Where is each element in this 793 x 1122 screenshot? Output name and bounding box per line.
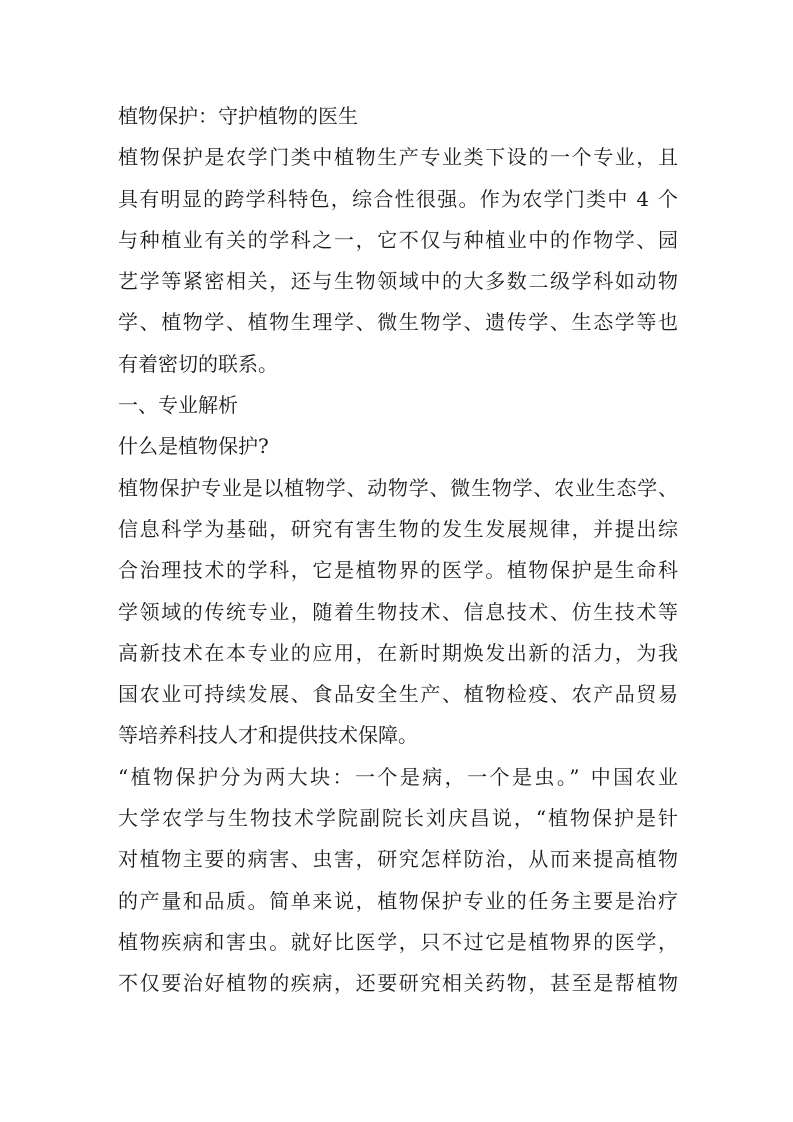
text-line-content: 信息科学为基础，研究有害生物的发生发展规律，并提出综 [118,516,680,541]
text-line [118,963,678,1004]
text-line [118,922,678,963]
text-line-content: 对植物主要的病害、虫害，研究怎样防治，从而来提高植物 [118,847,680,872]
text-line [118,179,678,220]
text-line-content: 植物保护专业是以植物学、动物学、微生物学、农业生态学、 [118,475,679,500]
text-line [118,881,678,922]
text-line-content: 一、专业解析 [118,393,238,418]
text-line-content: 大学农学与生物技术学院副院长刘庆昌说，“植物保护是针 [118,806,680,831]
text-line [118,757,681,798]
text-line [118,302,678,343]
text-line-content: 学、植物学、植物生理学、微生物学、遗传学、生态学等也 [118,310,680,335]
text-line [118,798,678,839]
text-line-content: 植物疾病和害虫。就好比医学，只不过它是植物界的医学， [118,929,680,954]
text-line [118,426,678,467]
text-line [118,468,678,509]
document-title-line [118,96,678,137]
text-line [118,715,678,756]
text-line [118,261,678,302]
document-page [118,96,681,1005]
text-line-content: 合治理技术的学科，它是植物界的医学。植物保护是生命科 [118,558,680,583]
text-line-content: 高新技术在本专业的应用，在新时期焕发出新的活力，为我 [118,640,680,665]
text-line [118,344,678,385]
document-title: 植物保护：守护植物的医生 [118,104,358,128]
text-line-content: 什么是植物保护? [118,434,269,459]
text-line-content: 有着密切的联系。 [118,351,278,376]
text-line [118,674,678,715]
text-line-content: 国农业可持续发展、食品安全生产、植物检疫、农产品贸易 [118,682,680,707]
text-line-content: 的产量和品质。简单来说，植物保护专业的任务主要是治疗 [118,888,680,913]
text-line [118,839,678,880]
text-line [118,550,678,591]
text-line-content: “植物保护分为两大块：一个是病，一个是虫。” 中国农业 [118,764,681,789]
text-line-content: 具有明显的跨学科特色，综合性很强。作为农学门类中 4 个 [118,186,680,211]
text-line-content: 学领域的传统专业，随着生物技术、信息技术、仿生技术等 [118,599,680,624]
text-line-content: 等培养科技人才和提供技术保障。 [118,723,418,748]
text-line-content: 艺学等紧密相关，还与生物领域中的大多数二级学科如动物 [118,269,680,294]
text-line-content: 与种植业有关的学科之一，它不仅与种植业中的作物学、园 [118,227,680,252]
text-line [118,385,678,426]
text-line [118,137,678,178]
text-line [118,633,678,674]
text-line-content: 植物保护是农学门类中植物生产专业类下设的一个专业，且 [118,145,680,170]
text-line-content: 不仅要治好植物的疾病，还要研究相关药物，甚至是帮植物 [118,971,680,996]
text-line [118,220,678,261]
document-body [118,137,681,1004]
text-line [118,509,678,550]
text-line [118,592,678,633]
